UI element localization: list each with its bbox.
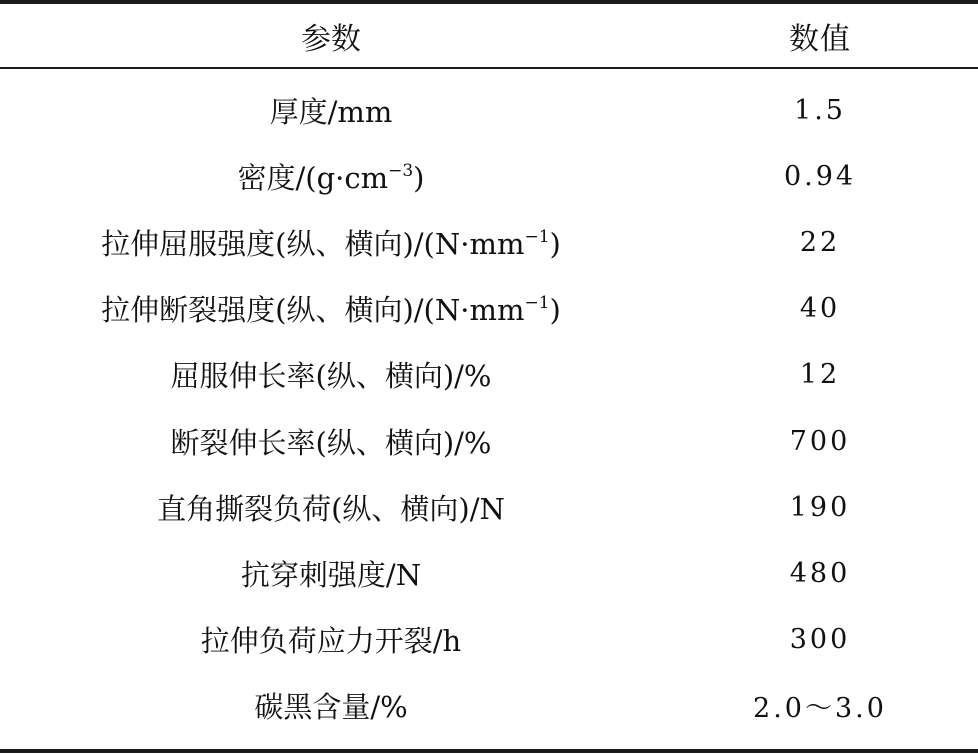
row-value: 2.0～3.0: [753, 693, 887, 725]
row-param-close: ): [549, 226, 561, 261]
row-param: [0, 156, 662, 197]
row-param-text: 拉伸屈服强度(纵、横向)/(N·mm: [101, 226, 525, 261]
table-row: [0, 143, 978, 209]
table-row: [0, 408, 978, 474]
row-param-text: 拉伸断裂强度(纵、横向)/(N·mm: [101, 293, 525, 328]
table-row: [0, 607, 978, 673]
table-header-rule: [0, 67, 978, 69]
table-bottom-rule: [0, 749, 978, 753]
row-param-text: 密度/(g·cm: [237, 160, 389, 195]
row-param: 碳黑含量/%: [254, 690, 408, 725]
row-value: 300: [789, 624, 851, 656]
table-header-row: [0, 4, 978, 67]
row-param: 断裂伸长率(纵、横向)/%: [170, 425, 492, 460]
row-param: [0, 288, 662, 329]
row-param: 拉伸负荷应力开裂/h: [200, 624, 462, 659]
row-param: 厚度/mm: [269, 94, 393, 129]
table-row: [0, 276, 978, 342]
table-row: [0, 540, 978, 606]
row-value: 480: [789, 557, 851, 589]
table-row: [0, 209, 978, 275]
row-param-close: ): [413, 160, 425, 195]
header-param: 参数: [301, 21, 361, 57]
row-value: 22: [799, 226, 841, 258]
table-row: [0, 77, 978, 143]
row-value: 40: [799, 293, 841, 325]
row-value: 0.94: [783, 160, 857, 192]
row-param: [0, 222, 662, 263]
table-row: [0, 342, 978, 408]
row-param: 直角撕裂负荷(纵、横向)/N: [157, 491, 505, 526]
row-param-close: ): [549, 293, 561, 328]
row-value: 190: [789, 491, 851, 523]
row-value: 700: [789, 425, 851, 457]
table-row: [0, 474, 978, 540]
row-param-superscript: −3: [388, 160, 414, 181]
row-value: 12: [799, 359, 841, 391]
table-row: [0, 673, 978, 739]
row-param-superscript: −1: [524, 226, 550, 247]
row-param-superscript: −1: [524, 293, 550, 314]
header-value: 数值: [789, 21, 851, 57]
row-param: 屈服伸长率(纵、横向)/%: [170, 359, 492, 394]
table-body: [0, 77, 978, 739]
row-value: 1.5: [794, 94, 846, 126]
row-param: 抗穿刺强度/N: [240, 557, 422, 592]
